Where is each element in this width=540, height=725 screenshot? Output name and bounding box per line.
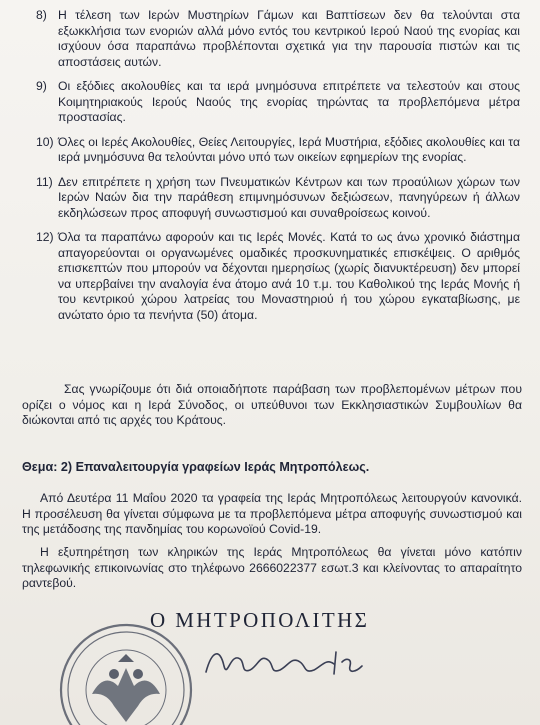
closing-paragraph: Σας γνωρίζουμε ότι διά οποιαδήποτε παράβαση των προβλεπομένων μέτρων που ορίζει ο νόμος και η Ιερά Σύνοδος, οι υπεύθυνοι των Εκκλησιαστικών Συμβουλίων θα διώκονται από τις αρχές του Κράτους. bbox=[22, 382, 522, 427]
list-item bbox=[36, 8, 520, 70]
body-paragraph: Από Δευτέρα 11 Μαΐου 2020 τα γραφεία της Ιεράς Μητροπόλεως λειτουργούν κανονικά. Η προσέλευση θα γίνεται σύμφωνα με τα προβλεπόμενα μέτρα αποφυγής συνωστισμού και της μετάδοσης της πανδημίας του κορωνοϊού Covid-19. bbox=[22, 491, 522, 536]
item-text: Δεν επιτρέπετε η χρήση των Πνευματικών Κέντρων και των προαύλιων χώρων των Ιερών Ναών δια την παράθεση επιμνημόσυνων δεξιώσεων, πανηγύρεων ή άλλων εκδηλώσεων προς αποφυγή συνωστισμού και συναθροίσεως κοινού. bbox=[58, 174, 520, 220]
item-number: 10) bbox=[36, 134, 54, 149]
signature-title: Ο ΜΗΤΡΟΠΟΛΙΤΗΣ bbox=[150, 608, 370, 632]
item-number: 11) bbox=[36, 174, 53, 189]
item-number: 9) bbox=[36, 79, 47, 93]
measures-list bbox=[36, 8, 520, 332]
item-text: Όλα τα παραπάνω αφορούν και τις Ιερές Μονές. Κατά το ως άνω χρονικό διάστημα απαγορεύονται οι οργανωμένες ομαδικές προσκυνηματικές επισκέψεις. Ο αριθμός επισκεπτών που μπορούν να δέχονται ημερησίως (χωρίς διανυκτέρευση) δεν μπορεί να υπερβαίνει την αναλογία ένα άτομο ανά 10 τ.μ. του Καθολικού της Ιεράς Μονής ή του κεντρικού χώρου λατρείας του Μοναστηριού ή του χώρου εγκαταβίωσης, με ανώτατο όριο τα πενήντα (50) άτομα. bbox=[58, 230, 520, 322]
item-number: 12) bbox=[36, 230, 54, 244]
item-text: Όλες οι Ιερές Ακολουθίες, Θείες Λειτουργίες, Ιερά Μυστήρια, εξόδιες ακολουθίες και τα ιερά μνημόσυνα θα τελούνται μόνο υπό των οικείων εφημερίων της ενορίας. bbox=[58, 134, 520, 164]
list-item bbox=[36, 135, 520, 166]
list-item bbox=[36, 175, 520, 222]
item-text: Οι εξόδιες ακολουθίες και τα ιερά μνημόσυνα επιτρέπετε να τελεστούν και στους Κοιμητηριακούς Ιερούς Ναούς της ενορίας τηρώντας τα προβλεπόμενα μέτρα προστασίας. bbox=[58, 79, 520, 124]
item-text: Η τέλεση των Ιερών Μυστηρίων Γάμων και Βαπτίσεων δεν θα τελούνται στα εξωκκλήσια των ενοριών αλλά μόνο εντός του κεντρικού Ιερού Ναού της ενορίας και ισχύουν όσα παραπάνω προβλέπονται σχετικά για την παρουσία πιστών και τις αποστάσεις αυτών. bbox=[58, 8, 520, 69]
subject-heading: Θεμα: 2) Επαναλειτουργία γραφείων Ιεράς Μητροπόλεως. bbox=[22, 460, 370, 474]
item-number: 8) bbox=[36, 8, 47, 22]
body-paragraph: Η εξυπηρέτηση των κληρικών της Ιεράς Μητροπόλεως θα γίνεται μόνο κατόπιν τηλεφωνικής επικοινωνίας στο τηλέφωνο 2666022377 εσωτ.3 και κλείνοντας το απαραίτητο ραντεβού. bbox=[22, 545, 522, 590]
seal-stamp-icon bbox=[58, 622, 194, 725]
list-item bbox=[36, 79, 520, 126]
handwritten-signature-icon bbox=[200, 640, 380, 685]
list-item bbox=[36, 230, 520, 323]
